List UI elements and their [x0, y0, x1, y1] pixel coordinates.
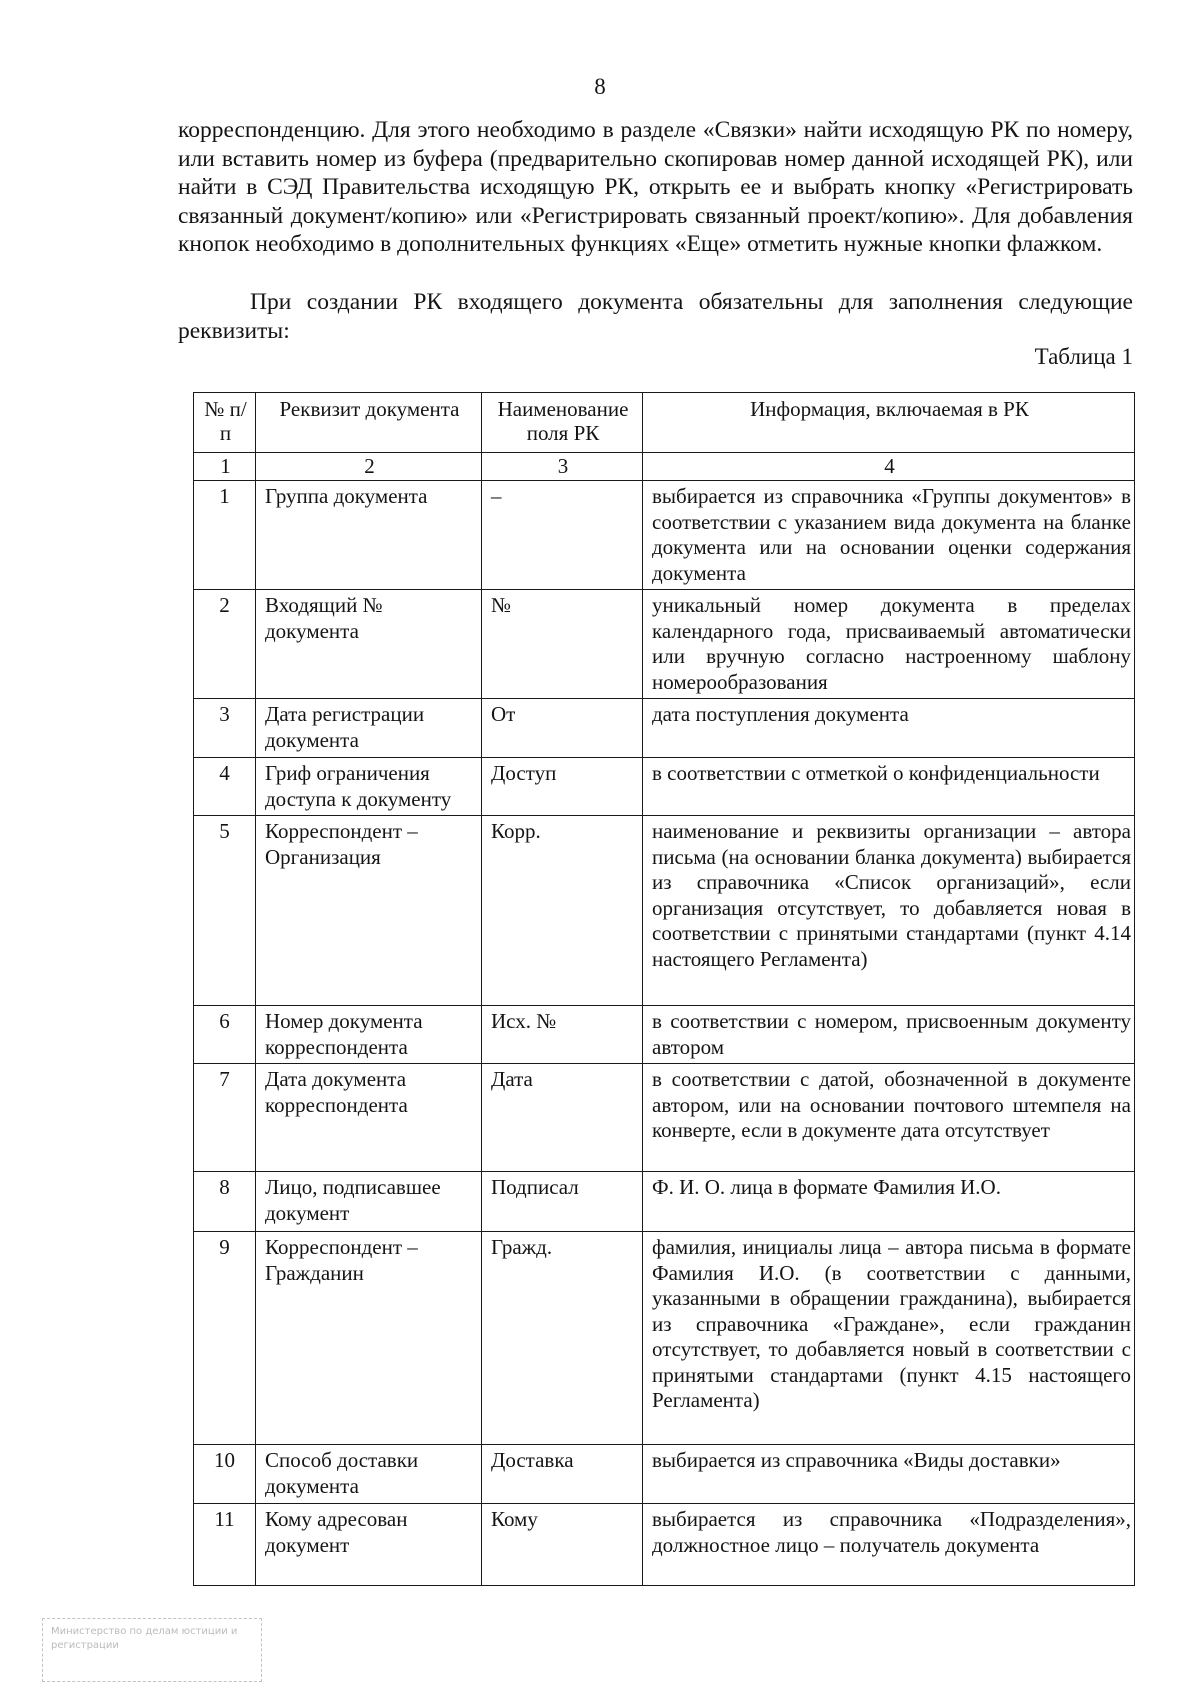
- requisite-cell: Номер документа корреспондента: [256, 1006, 482, 1064]
- requisite-cell: Способ доставки документа: [256, 1445, 482, 1504]
- info-cell: фамилия, инициалы лица – автора письма в формате Фамилия И.О. (в соответствии с данными, указанными в обращении гражданина), выбирается из справочника «Граждане», если гражданин отсутствует, то добавляется новый в соответствии с принятыми стандартами (пункт 4.15 настоящего Регламента): [643, 1232, 1135, 1445]
- row-number: 5: [194, 816, 256, 1006]
- field-cell: №: [482, 590, 643, 699]
- info-cell: наименование и реквизиты организации – автора письма (на основании бланка документа) выбирается из справочника «Список организаций», если организация отсутствует, то добавляется новая в соответствии с принятыми стандартами (пункт 4.14 настоящего Регламента): [643, 816, 1135, 1006]
- row-number: 7: [194, 1064, 256, 1172]
- field-cell: –: [482, 481, 643, 590]
- info-cell: Ф. И. О. лица в формате Фамилия И.О.: [643, 1172, 1135, 1232]
- row-number: 11: [194, 1504, 256, 1586]
- field-cell: Доступ: [482, 758, 643, 816]
- table-row: [194, 699, 1135, 758]
- requisite-cell: Корреспондент – Организация: [256, 816, 482, 1006]
- column-index-cell: 2: [256, 453, 482, 481]
- table-row: [194, 1445, 1135, 1504]
- header-number: № п/п: [194, 393, 256, 453]
- column-index-cell: 3: [482, 453, 643, 481]
- row-number: 10: [194, 1445, 256, 1504]
- table-row: [194, 481, 1135, 590]
- info-cell: уникальный номер документа в пределах календарного года, присваиваемый автоматически или вручную согласно настроенному шаблону номерообразования: [643, 590, 1135, 699]
- header-requisite: Реквизит документа: [256, 393, 482, 453]
- intro-paragraph-1: корреспонденцию. Для этого необходимо в разделе «Связки» найти исходящую РК по номеру, или вставить номер из буфера (предварительно скопировав номер данной исходящей РК), или найти в СЭД Правительства исходящую РК, открыть ее и выбрать кнопку «Регистрировать связанный документ/копию» или «Регистрировать связанный проект/копию». Для добавления кнопок необходимо в дополнительных функциях «Еще» отметить нужные кнопки флажком.: [178, 117, 1133, 257]
- header-field-name: Наименование поля РК: [482, 393, 643, 453]
- field-cell: Кому: [482, 1504, 643, 1586]
- table-row: [194, 816, 1135, 1006]
- table-body: [194, 453, 1135, 1586]
- info-cell: выбирается из справочника «Виды доставки»: [643, 1445, 1135, 1504]
- table-row: [194, 590, 1135, 699]
- table-row: [194, 1232, 1135, 1445]
- info-cell: в соответствии с датой, обозначенной в документе автором, или на основании почтового штемпеля на конверте, если в документе дата отсутствует: [643, 1064, 1135, 1172]
- requisite-cell: Лицо, подписавшее документ: [256, 1172, 482, 1232]
- table-row: [194, 1064, 1135, 1172]
- header-info: Информация, включаемая в РК: [643, 393, 1135, 453]
- row-number: 3: [194, 699, 256, 758]
- info-cell: выбирается из справочника «Подразделения», должностное лицо – получатель документа: [643, 1504, 1135, 1586]
- field-cell: Дата: [482, 1064, 643, 1172]
- table-row: [194, 1504, 1135, 1586]
- info-cell: выбирается из справочника «Группы документов» в соответствии с указанием вида документа на бланке документа или на основании оценки содержания документа: [643, 481, 1135, 590]
- requisite-cell: Корреспондент – Гражданин: [256, 1232, 482, 1445]
- requisite-cell: Дата регистрации документа: [256, 699, 482, 758]
- row-number: 4: [194, 758, 256, 816]
- table-row: [194, 1006, 1135, 1064]
- row-number: 2: [194, 590, 256, 699]
- field-cell: Гражд.: [482, 1232, 643, 1445]
- column-index-row: [194, 453, 1135, 481]
- row-number: 6: [194, 1006, 256, 1064]
- column-index-cell: 1: [194, 453, 256, 481]
- requisite-cell: Дата документа корреспондента: [256, 1064, 482, 1172]
- row-number: 1: [194, 481, 256, 590]
- requisite-cell: Гриф ограничения доступа к документу: [256, 758, 482, 816]
- field-cell: От: [482, 699, 643, 758]
- row-number: 8: [194, 1172, 256, 1232]
- requisite-cell: Группа документа: [256, 481, 482, 590]
- requisite-cell: Входящий № документа: [256, 590, 482, 699]
- column-index-cell: 4: [643, 453, 1135, 481]
- registration-stamp: Министерство по делам юстиции и регистрации: [42, 1618, 262, 1682]
- table-row: [194, 758, 1135, 816]
- field-cell: Доставка: [482, 1445, 643, 1504]
- intro-paragraph-2: При создании РК входящего документа обязательны для заполнения следующие реквизиты:: [178, 289, 1133, 344]
- field-cell: Исх. №: [482, 1006, 643, 1064]
- field-cell: Корр.: [482, 816, 643, 1006]
- info-cell: в соответствии с отметкой о конфиденциальности: [643, 758, 1135, 816]
- info-cell: в соответствии с номером, присвоенным документу автором: [643, 1006, 1135, 1064]
- table-caption: Таблица 1: [1034, 344, 1133, 369]
- info-cell: дата поступления документа: [643, 699, 1135, 758]
- requisites-table: [193, 392, 1135, 1586]
- table-row: [194, 1172, 1135, 1232]
- page-number: 8: [594, 74, 606, 99]
- table-header-row: [194, 393, 1135, 453]
- field-cell: Подписал: [482, 1172, 643, 1232]
- row-number: 9: [194, 1232, 256, 1445]
- requisite-cell: Кому адресован документ: [256, 1504, 482, 1586]
